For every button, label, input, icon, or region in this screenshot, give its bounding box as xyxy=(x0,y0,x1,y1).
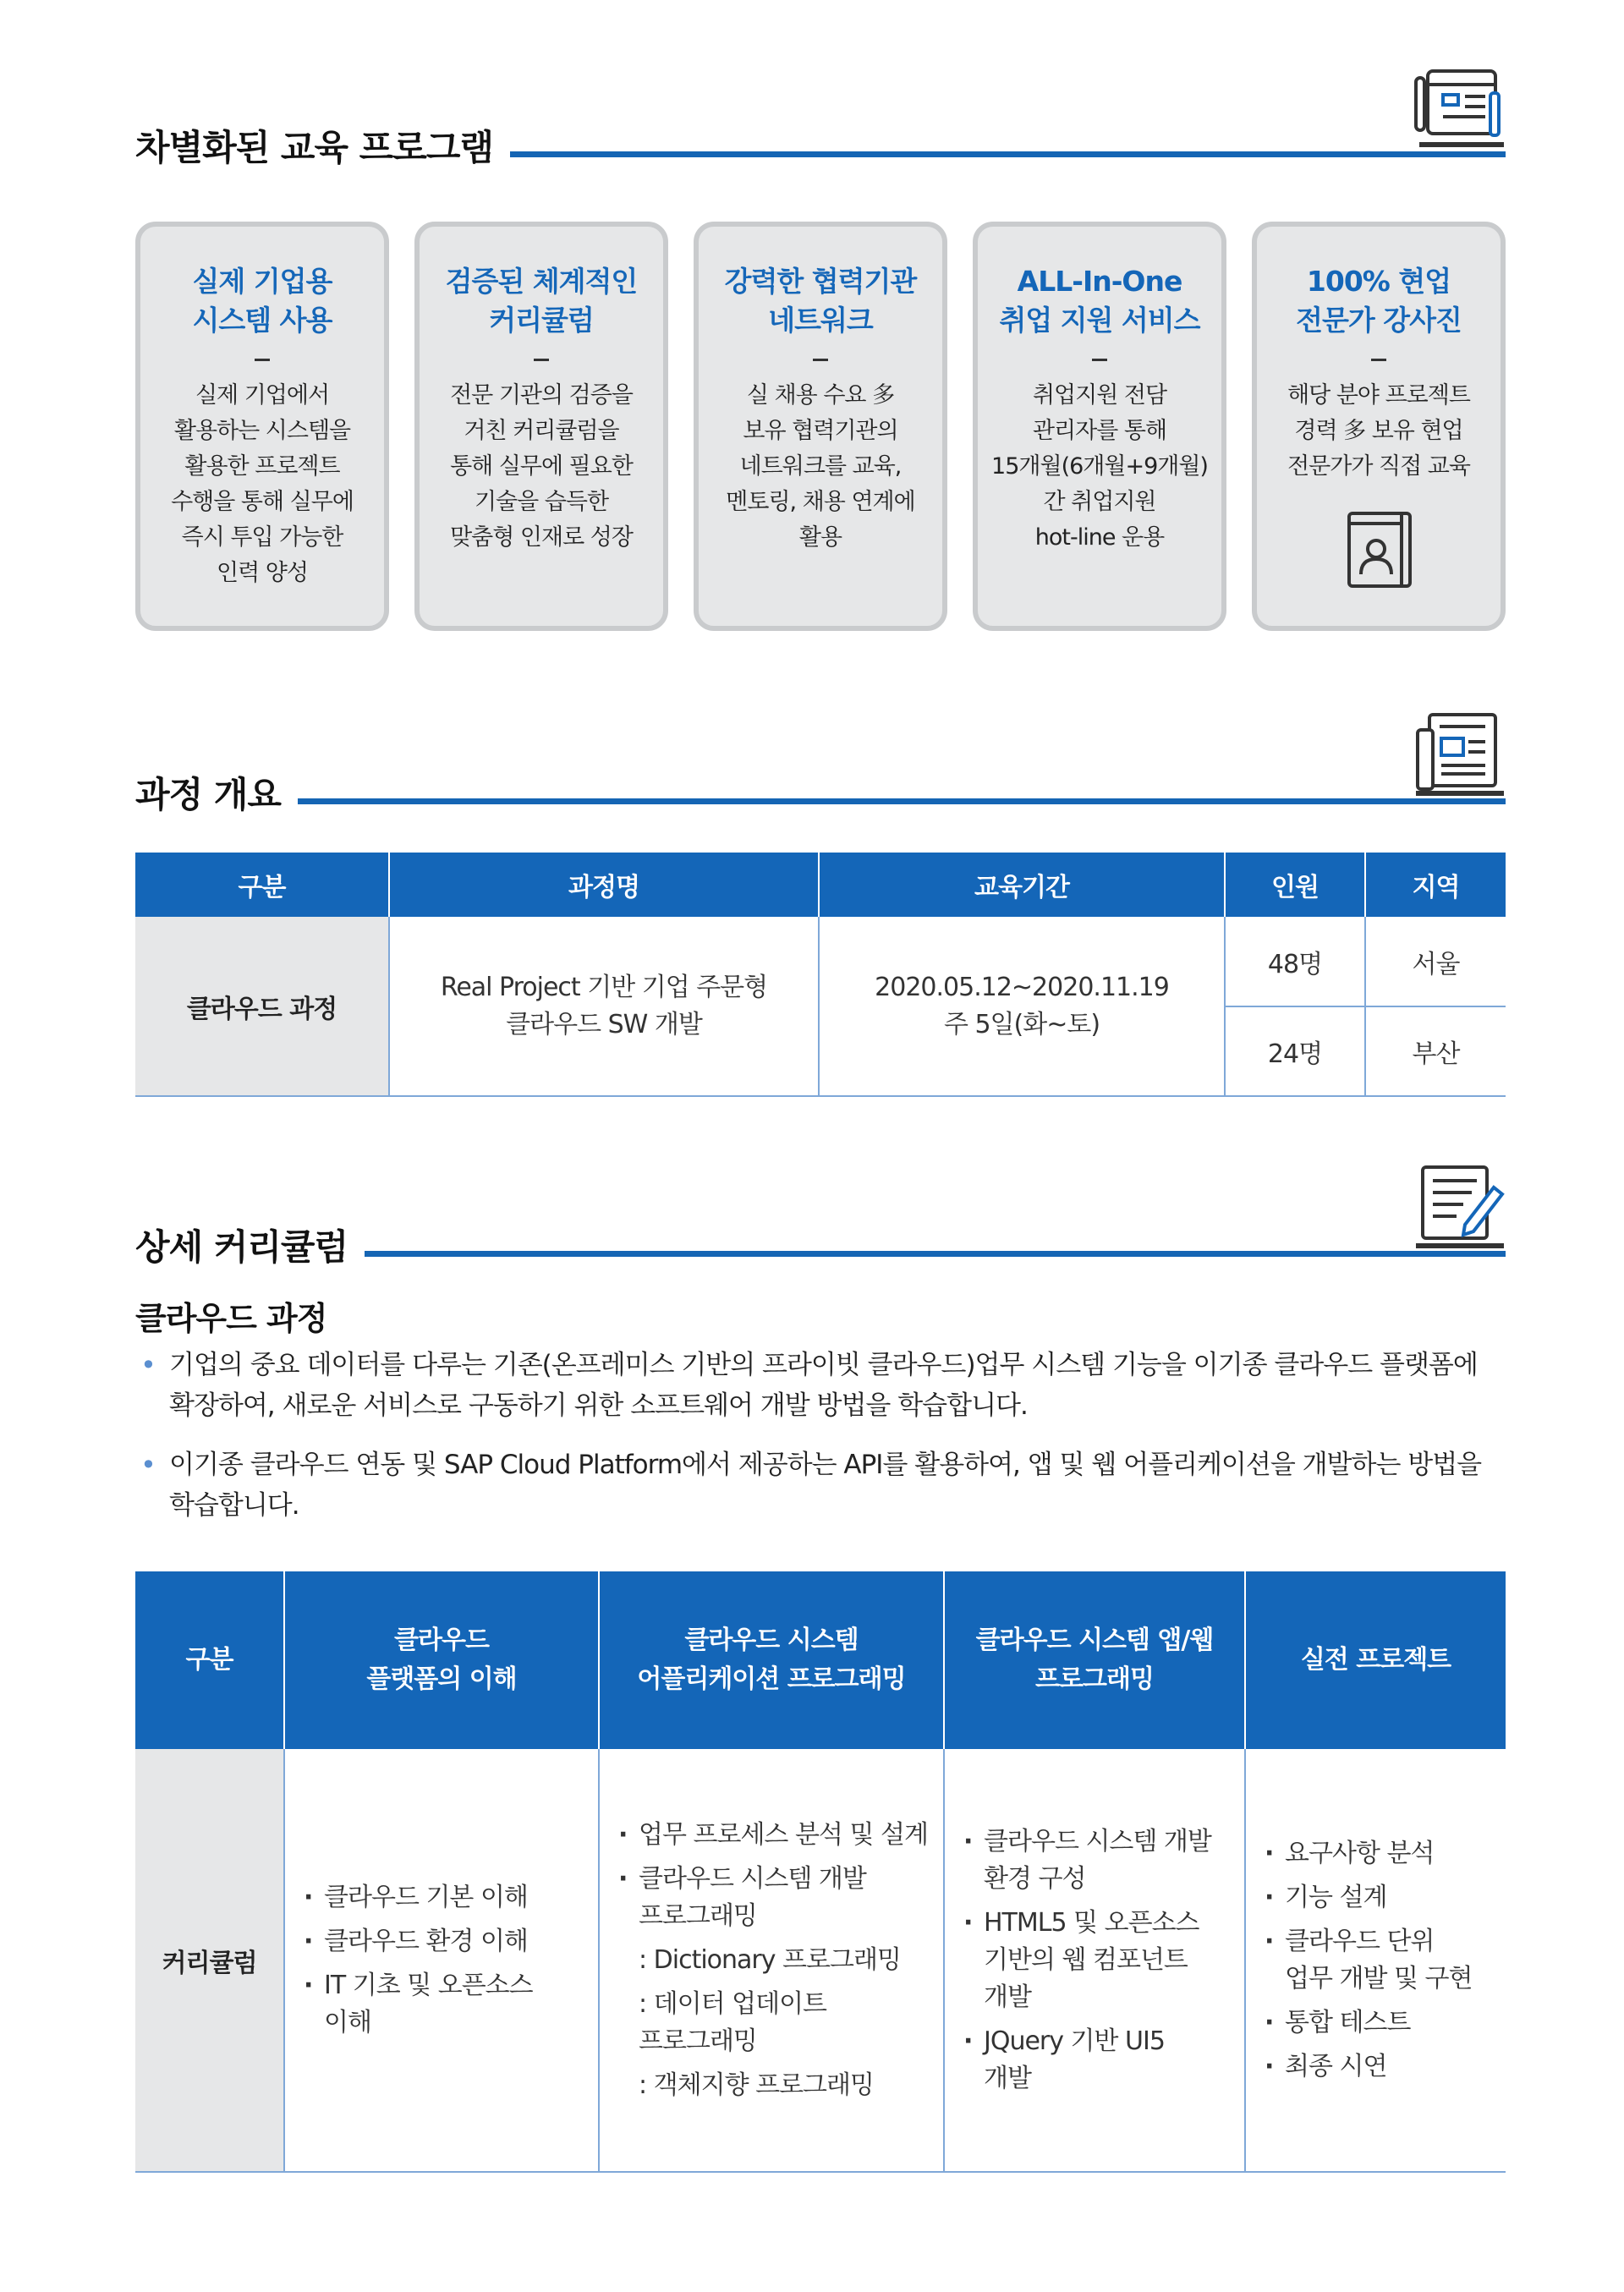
card-description: 취업지원 전담 관리자를 통해 15개월(6개월+9개월) 간 취업지원 hot-line 운용 xyxy=(991,382,1208,551)
program-card xyxy=(973,222,1226,631)
card-dash xyxy=(1371,359,1386,361)
list-item: · IT 기초 및 오픈소스 이해 xyxy=(300,1967,590,2042)
seat-count: 24명 xyxy=(1225,1006,1365,1096)
card-description: 실제 기업에서 활용하는 시스템을 활용한 프로젝트 수행을 통해 실무에 즉시 투입 가능한 인력 양성 xyxy=(171,382,354,586)
book-person-icon xyxy=(1341,510,1417,591)
list-item: · 클라우드 기본 이해 xyxy=(300,1879,590,1916)
table-header: 교육기간 xyxy=(819,853,1225,917)
course-period: 2020.05.12~2020.11.19 주 5일(화~토) xyxy=(819,917,1225,1096)
program-card xyxy=(135,222,389,631)
app-web-topics xyxy=(944,1749,1245,2172)
list-item: · HTML5 및 오픈소스 기반의 웹 컴포넌트 개발 xyxy=(960,1905,1236,2016)
list-item: · 클라우드 시스템 개발 환경 구성 xyxy=(960,1823,1236,1898)
region: 부산 xyxy=(1365,1006,1506,1096)
list-item: · 최종 시연 xyxy=(1261,2048,1497,2086)
course-name: Real Project 기반 기업 주문형 클라우드 SW 개발 xyxy=(389,917,819,1096)
monitor-tools-icon xyxy=(1413,59,1506,152)
list-item: · 클라우드 단위 업무 개발 및 구현 xyxy=(1261,1923,1497,1998)
list-item: · 통합 테스트 xyxy=(1261,2004,1497,2042)
card-title: 100% 현업 전문가 강사진 xyxy=(1296,265,1462,337)
card-title: 실제 기업용 시스템 사용 xyxy=(192,265,332,337)
curriculum-table xyxy=(135,1571,1506,2173)
programs-title: 차별화된 교육 프로그램 xyxy=(135,127,510,169)
overview-table xyxy=(135,853,1506,1097)
application-topics xyxy=(599,1749,944,2172)
card-dash xyxy=(255,359,270,361)
platform-topics xyxy=(284,1749,599,2172)
card-dash xyxy=(813,359,828,361)
table-header: 클라우드 시스템 앱/웹 프로그래밍 xyxy=(944,1571,1245,1749)
row-label: 클라우드 과정 xyxy=(135,917,389,1096)
table-header: 클라우드 플랫폼의 이해 xyxy=(284,1571,599,1749)
section-divider xyxy=(135,798,1506,804)
course-description-list xyxy=(135,1345,1506,1544)
seat-count: 48명 xyxy=(1225,917,1365,1006)
program-card xyxy=(414,222,668,631)
overview-section-header xyxy=(135,715,1506,816)
row-label: 커리큘럼 xyxy=(135,1749,284,2172)
table-header: 인원 xyxy=(1225,853,1365,917)
table-header: 지역 xyxy=(1365,853,1506,917)
list-item: : Dictionary 프로그래밍 xyxy=(639,1944,901,1975)
program-card xyxy=(694,222,947,631)
table-header: 클라우드 시스템 어플리케이션 프로그래밍 xyxy=(599,1571,944,1749)
project-topics xyxy=(1245,1749,1506,2172)
list-item: · 요구사항 분석 xyxy=(1261,1835,1497,1873)
list-item: · 업무 프로세스 분석 및 설계 xyxy=(615,1817,935,1854)
card-description: 실 채용 수요 多 보유 협력기관의 네트워크를 교육, 멘토링, 채용 연계에 활용 xyxy=(726,382,915,551)
list-item: : 객체지향 프로그래밍 xyxy=(639,2070,874,2100)
card-title: 강력한 협력기관 네트워크 xyxy=(724,265,917,337)
region: 서울 xyxy=(1365,917,1506,1006)
table-header: 과정명 xyxy=(389,853,819,917)
curriculum-title: 상세 커리큘럼 xyxy=(135,1226,365,1269)
edit-document-icon xyxy=(1413,1159,1506,1252)
table-header: 실전 프로젝트 xyxy=(1245,1571,1506,1749)
table-header: 구분 xyxy=(135,853,389,917)
programs-section-header xyxy=(135,68,1506,169)
list-item: · 기능 설계 xyxy=(1261,1879,1497,1916)
list-item: · JQuery 기반 UI5 개발 xyxy=(960,2023,1236,2097)
overview-title: 과정 개요 xyxy=(135,774,298,816)
program-card xyxy=(1252,222,1506,631)
card-description: 전문 기관의 검증을 거친 커리큘럼을 통해 실무에 필요한 기술을 습득한 맞춤형 인재로 성장 xyxy=(450,382,633,551)
document-stack-icon xyxy=(1413,706,1506,799)
curriculum-section-header xyxy=(135,1167,1506,1269)
list-item: • 이기종 클라우드 연동 및 SAP Cloud Platform에서 제공하는 API를 활용하여, 앱 및 웹 어플리케이션을 개발하는 방법을 학습합니다. xyxy=(135,1445,1506,1526)
list-item: : 데이터 업데이트 프로그래밍 xyxy=(639,1988,827,2056)
card-dash xyxy=(534,359,549,361)
list-item: · 클라우드 환경 이해 xyxy=(300,1923,590,1960)
card-dash xyxy=(1092,359,1107,361)
table-header: 구분 xyxy=(135,1571,284,1749)
list-item: · 클라우드 시스템 개발 프로그래밍 xyxy=(615,1861,935,1935)
card-description: 해당 분야 프로젝트 경력 多 보유 현업 전문가가 직접 교육 xyxy=(1287,382,1470,480)
card-title: ALL-In-One 취업 지원 서비스 xyxy=(999,265,1200,337)
program-cards xyxy=(135,222,1506,634)
card-title: 검증된 체계적인 커리큘럼 xyxy=(445,265,638,337)
list-item: • 기업의 중요 데이터를 다루는 기존(온프레미스 기반의 프라이빗 클라우드)업무 시스템 기능을 이기종 클라우드 플랫폼에 확장하여, 새로운 서비스로 구동하기 위한 소프트웨어 개발 방법을 학습합니다. xyxy=(135,1345,1506,1426)
course-subtitle: 클라우드 과정 xyxy=(135,1300,327,1337)
